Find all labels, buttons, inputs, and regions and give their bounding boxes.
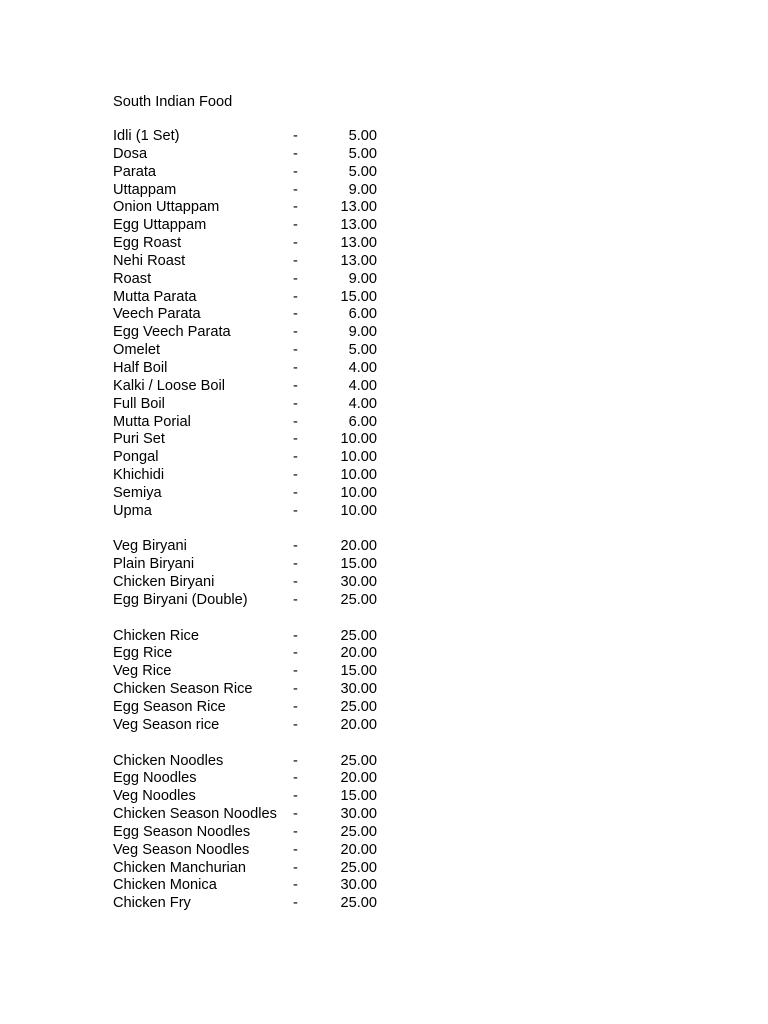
- menu-item-name: Egg Season Rice: [113, 699, 226, 715]
- menu-item: [113, 199, 413, 217]
- menu-item-name: Upma: [113, 502, 152, 519]
- menu-item-name: Parata: [113, 163, 156, 180]
- menu-item: [113, 574, 413, 592]
- menu-item: [113, 414, 413, 432]
- menu-item-price: 20.00: [340, 770, 377, 787]
- menu-item-separator: -: [293, 467, 298, 484]
- menu-item: [113, 342, 413, 360]
- menu-item-name: Veg Season Noodles: [113, 841, 250, 858]
- menu-item-separator: -: [293, 591, 298, 608]
- menu-section: [113, 753, 413, 914]
- menu-item-separator: -: [293, 823, 298, 840]
- menu-item-price: 20.00: [340, 538, 377, 555]
- menu-item-price: 25.00: [340, 627, 377, 644]
- menu-item-separator: -: [293, 359, 298, 376]
- menu-item-name: Semiya: [113, 484, 162, 501]
- menu-item-separator: -: [293, 859, 298, 876]
- menu-item-name: Chicken Fry: [113, 895, 191, 912]
- menu-item-name: Chicken Season Rice: [113, 681, 253, 698]
- menu-item-name: Veg Biryani: [113, 538, 187, 555]
- menu-item-price: 30.00: [340, 574, 377, 591]
- menu-item: [113, 324, 413, 342]
- menu-item-name: Chicken Biryani: [113, 574, 215, 591]
- menu-item-price: 10.00: [340, 467, 377, 484]
- menu-item-separator: -: [293, 217, 298, 234]
- menu-item: [113, 164, 413, 182]
- menu-item-name: Omelet: [113, 342, 161, 359]
- menu-item-price: 30.00: [340, 806, 377, 823]
- menu-item-price: 25.00: [340, 752, 377, 769]
- menu-item: [113, 128, 413, 146]
- menu-item-price: 10.00: [340, 449, 377, 466]
- menu-list: [113, 128, 413, 913]
- menu-item-name: Khichidi: [113, 467, 165, 484]
- menu-item-separator: -: [293, 413, 298, 430]
- menu-item-price: 5.00: [348, 128, 377, 144]
- menu-item-name: Uttappam: [113, 181, 177, 198]
- menu-item-price: 13.00: [340, 217, 377, 234]
- menu-item-separator: -: [293, 270, 298, 287]
- menu-item-price: 13.00: [340, 199, 377, 216]
- menu-item: [113, 235, 413, 253]
- menu-item-price: 30.00: [340, 681, 377, 698]
- menu-item-name: Egg Uttappam: [113, 217, 207, 234]
- menu-item-price: 9.00: [348, 324, 377, 341]
- menu-item-price: 10.00: [340, 484, 377, 501]
- menu-item-name: Chicken Rice: [113, 627, 199, 644]
- menu-item-separator: -: [293, 395, 298, 412]
- menu-item: [113, 378, 413, 396]
- menu-item: [113, 663, 413, 681]
- menu-item-price: 9.00: [348, 181, 377, 198]
- menu-item: [113, 681, 413, 699]
- menu-item-price: 9.00: [348, 270, 377, 287]
- menu-item-separator: -: [293, 377, 298, 394]
- menu-item-price: 20.00: [340, 716, 377, 733]
- menu-item-price: 25.00: [340, 699, 377, 715]
- menu-item-price: 10.00: [340, 431, 377, 448]
- menu-item-price: 25.00: [340, 591, 377, 608]
- menu-item-name: Onion Uttappam: [113, 199, 220, 216]
- menu-item-name: Chicken Noodles: [113, 752, 224, 769]
- menu-item-separator: -: [293, 306, 298, 323]
- menu-item: [113, 182, 413, 200]
- menu-item-separator: -: [293, 288, 298, 305]
- menu-item-price: 25.00: [340, 895, 377, 912]
- section-spacer: [113, 735, 413, 753]
- menu-item-separator: -: [293, 449, 298, 466]
- menu-item-separator: -: [293, 752, 298, 769]
- menu-item-separator: -: [293, 895, 298, 912]
- page-title: South Indian Food: [113, 94, 233, 110]
- menu-item: [113, 699, 413, 717]
- menu-item: [113, 289, 413, 307]
- menu-item-separator: -: [293, 663, 298, 680]
- menu-item-name: Plain Biryani: [113, 556, 195, 573]
- menu-item-price: 15.00: [340, 556, 377, 573]
- menu-item-name: Roast: [113, 270, 152, 287]
- menu-item-separator: -: [293, 627, 298, 644]
- menu-item: [113, 860, 413, 878]
- menu-item-name: Chicken Season Noodles: [113, 806, 277, 823]
- menu-item: [113, 556, 413, 574]
- menu-section: [113, 628, 413, 735]
- menu-item-name: Puri Set: [113, 431, 165, 448]
- menu-item: [113, 396, 413, 414]
- menu-item-price: 13.00: [340, 252, 377, 269]
- menu-item-name: Dosa: [113, 145, 148, 162]
- menu-item: [113, 503, 413, 521]
- menu-item: [113, 253, 413, 271]
- menu-item-name: Egg Noodles: [113, 770, 197, 787]
- menu-item-name: Veech Parata: [113, 306, 201, 323]
- menu-item-separator: -: [293, 342, 298, 359]
- menu-item: [113, 753, 413, 771]
- menu-item-price: 4.00: [348, 377, 377, 394]
- menu-item-separator: -: [293, 502, 298, 519]
- menu-item-name: Egg Biryani (Double): [113, 591, 248, 608]
- menu-item-price: 20.00: [340, 841, 377, 858]
- menu-item-separator: -: [293, 199, 298, 216]
- menu-item-separator: -: [293, 431, 298, 448]
- menu-item-price: 4.00: [348, 359, 377, 376]
- menu-item-separator: -: [293, 556, 298, 573]
- menu-item-price: 6.00: [348, 413, 377, 430]
- menu-item-separator: -: [293, 841, 298, 858]
- menu-item: [113, 806, 413, 824]
- menu-section: [113, 128, 413, 521]
- menu-item: [113, 449, 413, 467]
- menu-item-separator: -: [293, 770, 298, 787]
- menu-item-separator: -: [293, 681, 298, 698]
- menu-item-separator: -: [293, 181, 298, 198]
- menu-item: [113, 770, 413, 788]
- menu-item-separator: -: [293, 484, 298, 501]
- menu-item: [113, 788, 413, 806]
- menu-item-name: Chicken Monica: [113, 877, 217, 894]
- menu-item-separator: -: [293, 324, 298, 341]
- menu-item: [113, 306, 413, 324]
- menu-item: [113, 717, 413, 735]
- menu-item: [113, 895, 413, 913]
- menu-item-separator: -: [293, 574, 298, 591]
- menu-item-separator: -: [293, 699, 298, 715]
- menu-item-name: Mutta Parata: [113, 288, 197, 305]
- menu-item-price: 25.00: [340, 823, 377, 840]
- menu-item: [113, 824, 413, 842]
- menu-item: [113, 217, 413, 235]
- menu-item-price: 5.00: [348, 342, 377, 359]
- menu-item-name: Egg Roast: [113, 235, 182, 252]
- menu-item: [113, 431, 413, 449]
- menu-item-separator: -: [293, 145, 298, 162]
- menu-item-separator: -: [293, 128, 298, 144]
- menu-item-name: Chicken Manchurian: [113, 859, 247, 876]
- menu-item: [113, 842, 413, 860]
- menu-item-separator: -: [293, 806, 298, 823]
- menu-item-price: 30.00: [340, 877, 377, 894]
- menu-item-name: Mutta Porial: [113, 413, 191, 430]
- menu-item-name: Pongal: [113, 449, 159, 466]
- section-spacer: [113, 610, 413, 628]
- menu-item-name: Half Boil: [113, 359, 168, 376]
- menu-item: [113, 146, 413, 164]
- menu-item-name: Idli (1 Set): [113, 128, 180, 144]
- menu-item-price: 15.00: [340, 663, 377, 680]
- menu-item-name: Veg Rice: [113, 663, 172, 680]
- section-spacer: [113, 521, 413, 539]
- menu-item-separator: -: [293, 538, 298, 555]
- menu-item: [113, 645, 413, 663]
- menu-item: [113, 877, 413, 895]
- menu-item: [113, 467, 413, 485]
- menu-item-price: 6.00: [348, 306, 377, 323]
- menu-item: [113, 538, 413, 556]
- menu-item: [113, 271, 413, 289]
- menu-item-price: 5.00: [348, 163, 377, 180]
- menu-item-separator: -: [293, 163, 298, 180]
- menu-item-name: Nehi Roast: [113, 252, 186, 269]
- menu-item: [113, 485, 413, 503]
- menu-item-name: Veg Noodles: [113, 788, 196, 805]
- menu-item-name: Egg Veech Parata: [113, 324, 231, 341]
- menu-item-price: 20.00: [340, 645, 377, 662]
- menu-item-price: 15.00: [340, 288, 377, 305]
- menu-item-price: 15.00: [340, 788, 377, 805]
- menu-item-separator: -: [293, 252, 298, 269]
- menu-item-separator: -: [293, 716, 298, 733]
- menu-item-separator: -: [293, 788, 298, 805]
- menu-item-name: Egg Season Noodles: [113, 823, 251, 840]
- menu-item-separator: -: [293, 235, 298, 252]
- menu-section: [113, 538, 413, 609]
- menu-item-name: Veg Season rice: [113, 716, 220, 733]
- menu-item-price: 13.00: [340, 235, 377, 252]
- menu-item: [113, 628, 413, 646]
- menu-item-name: Egg Rice: [113, 645, 173, 662]
- menu-item-price: 5.00: [348, 145, 377, 162]
- menu-item-price: 4.00: [348, 395, 377, 412]
- menu-item-separator: -: [293, 877, 298, 894]
- menu-item-name: Full Boil: [113, 395, 165, 412]
- menu-item: [113, 360, 413, 378]
- menu-item-name: Kalki / Loose Boil: [113, 377, 225, 394]
- menu-item: [113, 592, 413, 610]
- menu-item-price: 25.00: [340, 859, 377, 876]
- menu-item-price: 10.00: [340, 502, 377, 519]
- menu-item-separator: -: [293, 645, 298, 662]
